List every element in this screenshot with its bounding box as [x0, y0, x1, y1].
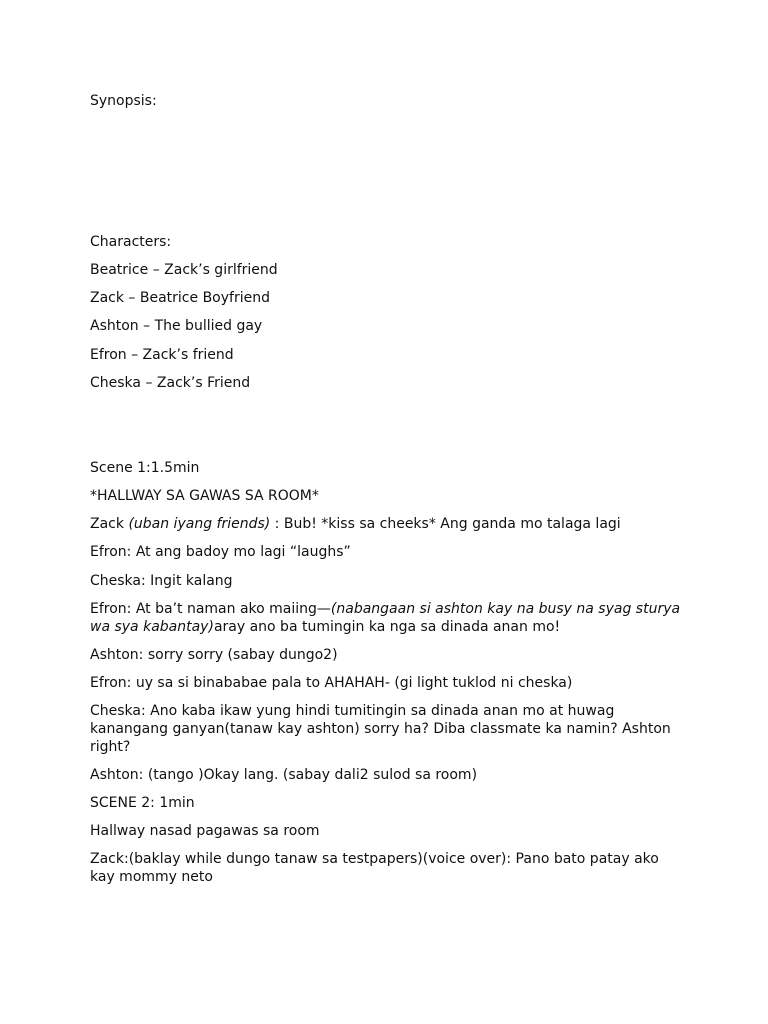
- scene-2-setting: Hallway nasad pagawas sa room: [90, 823, 320, 839]
- dialogue-text: aray ano ba tumingin ka nga sa dinada anan mo!: [213, 619, 561, 635]
- dialogue-line-ashton: Ashton: (tango )Okay lang. (sabay dali2 sulod sa room): [90, 767, 478, 783]
- character-item: Zack – Beatrice Boyfriend: [90, 290, 270, 306]
- dialogue-line-zack: Zack:(baklay while dungo tanaw sa testpapers)(voice over): Pano bato patay ako kay mommy neto: [90, 851, 659, 885]
- dialogue-text: : Bub! *kiss sa cheeks* Ang ganda mo talaga lagi: [270, 516, 621, 532]
- document-page: [90, 0, 682, 1024]
- dialogue-line-efron: Efron: At ang badoy mo lagi “laughs”: [90, 544, 351, 560]
- dialogue-line-zack: [90, 515, 682, 533]
- scene-1-heading: Scene 1:1.5min: [90, 460, 200, 476]
- character-item: Efron – Zack’s friend: [90, 347, 234, 363]
- synopsis-label: Synopsis:: [90, 93, 157, 109]
- dialogue-line-efron: Efron: uy sa si binababae pala to AHAHAH- (gi light tuklod ni cheska): [90, 675, 573, 691]
- stage-direction: (nabangaan si ashton kay na busy na syag sturya wa sya kabantay): [90, 601, 681, 635]
- dialogue-line-cheska: Cheska: Ano kaba ikaw yung hindi tumitingin sa dinada anan mo at huwag kanangang ganyan(tanaw kay ashton) sorry ha? Diba classmate ka namin? Ashton right?: [90, 703, 671, 755]
- speaker-text: Zack: [90, 516, 129, 532]
- stage-direction: (uban iyang friends): [128, 516, 271, 532]
- scene-2-heading: SCENE 2: 1min: [90, 795, 195, 811]
- characters-heading: Characters:: [90, 234, 172, 250]
- character-item: Cheska – Zack’s Friend: [90, 375, 251, 391]
- dialogue-text: Efron: At ba’t naman ako maiing—: [90, 601, 331, 617]
- dialogue-line-efron: [90, 600, 682, 636]
- character-item: Ashton – The bullied gay: [90, 318, 263, 334]
- dialogue-line-ashton: Ashton: sorry sorry (sabay dungo2): [90, 647, 338, 663]
- scene-1-setting: *HALLWAY SA GAWAS SA ROOM*: [90, 488, 319, 504]
- dialogue-line-cheska: Cheska: Ingit kalang: [90, 573, 233, 589]
- character-item: Beatrice – Zack’s girlfriend: [90, 262, 278, 278]
